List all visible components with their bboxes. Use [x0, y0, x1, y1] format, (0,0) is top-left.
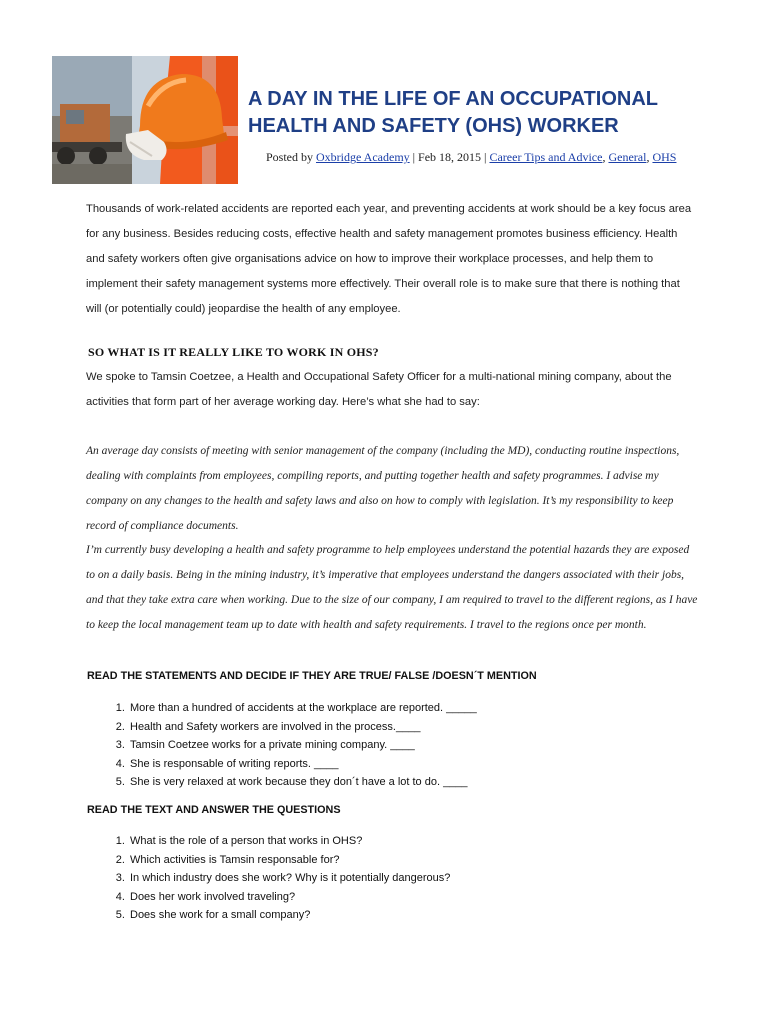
list-item: 5. She is very relaxed at work because they don´t have a lot to do. ____ — [128, 773, 688, 792]
exercise1-heading: READ THE STATEMENTS AND DECIDE IF THEY ARE TRUE/ FALSE /DOESN´T MENTION — [87, 670, 537, 682]
list-item: 1. What is the role of a person that works in OHS? — [128, 832, 688, 851]
category-link-career[interactable]: Career Tips and Advice — [489, 150, 603, 164]
quote-paragraph: An average day consists of meeting with senior management of the company (including the MD), conducting routine inspections, dealing with complaints from employees, compiling reports, and putting together health and safety programmes. I advise my company on any changes to the health and safety laws and also on how to comply with legislation. It’s my responsibility to keep record of compliance documents. — [86, 445, 680, 532]
article-title: A DAY IN THE LIFE OF AN OCCUPATIONAL HEALTH AND SAFETY (OHS) WORKER — [248, 88, 658, 137]
quote-paragraph: I’m currently busy developing a health and safety programme to help employees understand the potential hazards they are exposed to on a daily basis. Being in the mining industry, it’s imperative that employees understand the dangers associated with their jobs, and that they take extra care when working. Due to the size of our company, I am required to travel to the different regions, as I have to keep the local management team up to date with health and safety requirements. I travel to the regions once per month. — [86, 544, 698, 631]
category-separator: , — [646, 150, 653, 164]
safety-helmet-image — [52, 56, 238, 184]
exercise2-heading: READ THE TEXT AND ANSWER THE QUESTIONS — [87, 804, 341, 816]
author-link[interactable]: Oxbridge Academy — [316, 150, 410, 164]
list-item: 3. Tamsin Coetzee works for a private mining company. ____ — [128, 736, 688, 755]
list-item: 2. Which activities is Tamsin responsable for? — [128, 851, 688, 870]
list-item: 5. Does she work for a small company? — [128, 906, 688, 925]
category-separator: , — [602, 150, 609, 164]
list-item: 1. More than a hundred of accidents at the workplace are reported. _____ — [128, 699, 688, 718]
list-item: 2. Health and Safety workers are involved in the process.____ — [128, 718, 688, 737]
list-item: 3. In which industry does she work? Why is it potentially dangerous? — [128, 869, 688, 888]
intro-paragraph: Thousands of work-related accidents are reported each year, and preventing accidents at work should be a key focus area for any business. Besides reducing costs, effective health and safety management promotes business efficiency. Health and safety workers often give organisations advice on how to improve their workplace processes, and help them to implement their safety management systems more effectively. Their overall role is to make sure that there is nothing that will (or potentially could) jeopardise the health of any employee. — [86, 203, 692, 315]
post-date: | Feb 18, 2015 | — [409, 150, 490, 164]
lead-paragraph: We spoke to Tamsin Coetzee, a Health and Occupational Safety Officer for a multi-national mining company, about the activities that form part of her average working day. Here’s what she had to say: — [86, 371, 672, 408]
exercise1-list — [108, 699, 688, 792]
list-item: 4. Does her work involved traveling? — [128, 888, 688, 907]
category-link-general[interactable]: General — [608, 150, 647, 164]
list-item: 4. She is responsable of writing reports. ____ — [128, 755, 688, 774]
posted-by-label: Posted by — [266, 150, 314, 164]
exercise2-list — [108, 832, 688, 925]
category-link-ohs[interactable]: OHS — [652, 150, 677, 164]
subheading: SO WHAT IS IT REALLY LIKE TO WORK IN OHS? — [88, 345, 379, 359]
article-meta — [266, 150, 736, 165]
